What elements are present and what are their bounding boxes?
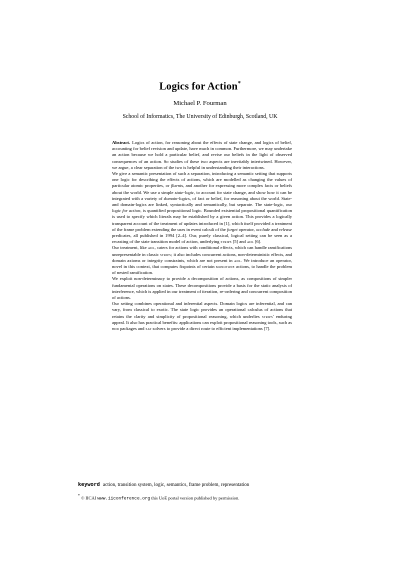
keywords-line: [78, 482, 328, 489]
abstract-paragraph-5: Our setting combines operational and inferential aspects. Domain logics are inferential, and can vary, from classical to exotic. The state logic provides an operational calculus of actions that retains the clarity and simplicity of propositional reasoning, which underlies strips' enduring appeal. It also has practical benefits: applications can exploit propositional reasoning tools, such as bdd packages and sat solvers to provide a direct route to efficient implementations [7].: [112, 301, 292, 332]
abstract-heading: Abstract.: [112, 140, 131, 145]
author: Michael P. Fourman: [173, 100, 227, 107]
footnote: * © IICAI www.iiconference.org this UoE portal version published by permission.: [78, 494, 240, 502]
footnote-url: www.iiconference.org: [97, 496, 151, 502]
abstract: [112, 140, 292, 332]
affiliation: School of Informatics, The University of Edinburgh, Scotland, UK: [122, 114, 278, 120]
abstract-paragraph-2: We give a semantic presentation of such a separation, introducing a semantic setting that supports one logic for describing the effects of actions, which are modelled as changing the values of particular atomic properties, or fluents, and another for expressing more complex facts or beliefs about the world. We use a simple state-logic, to account for state change, and show how it can be integrated with a variety of domain-logics, of fact or belief, for reasoning about the world. State- and domain-logics are linked, syntactically and semantically, but separate. The state-logic, our logic for action, is quantified propositional logic. Bounded existential propositional quantification is used to specify which literals may be established by a given action. This provides a logically transparent account of the treatment of updates introduced in [1], which itself provided a treatment of the frame problem extending the uses in event calculi of the forget operator, occlude and release predicates, all published in 1994 [2–4]. Our, purely classical, logical setting can be seen as a recasting of the state transition model of action, underlying strips [5] and adl [6].: [112, 171, 293, 245]
copyright-notice: © IICAI: [81, 495, 97, 501]
title-footnote-mark: *: [237, 81, 241, 87]
abstract-paragraph-1: Abstract. Logics of action, for reasoning about the effects of state change, and logics of belief, accounting for belief revision and update, have much in common. Furthermore, we may undertake an action because we hold a particular belief, and revise our beliefs in the light of observed consequences of an action. So studies of these two aspects are inevitably intertwined. However, we argue, a clear separation of the two is helpful in understanding their interactions.: [112, 140, 292, 170]
paper-title: [0, 81, 400, 93]
title-text: Logics for Action: [159, 81, 238, 93]
abstract-paragraph-4: We exploit non-determinacy to provide a decomposition of actions, as compositions of simpler fundamental operations on states. These decompositions provide a basis for the static analysis of interference, which is applied in our treatment of iteration, re-ordering and concurrent composition of actions.: [112, 276, 292, 301]
keywords-label: keyword: [78, 482, 100, 488]
keywords-text: action, transition system, logic, semantics, frame problem, representation: [102, 483, 250, 488]
abstract-paragraph-3: Our treatment, like adl, caters for actions with conditional effects, which can handle ramifications unrepresentable in classic strips; it also includes concurrent actions, non-deterministic effects, and domain axioms or integrity constraints, which are not present in adl. We introduce an operator, novel in this context, that computes fixpoints of certain monotone actions, to handle the problem of nested ramification.: [112, 245, 293, 276]
